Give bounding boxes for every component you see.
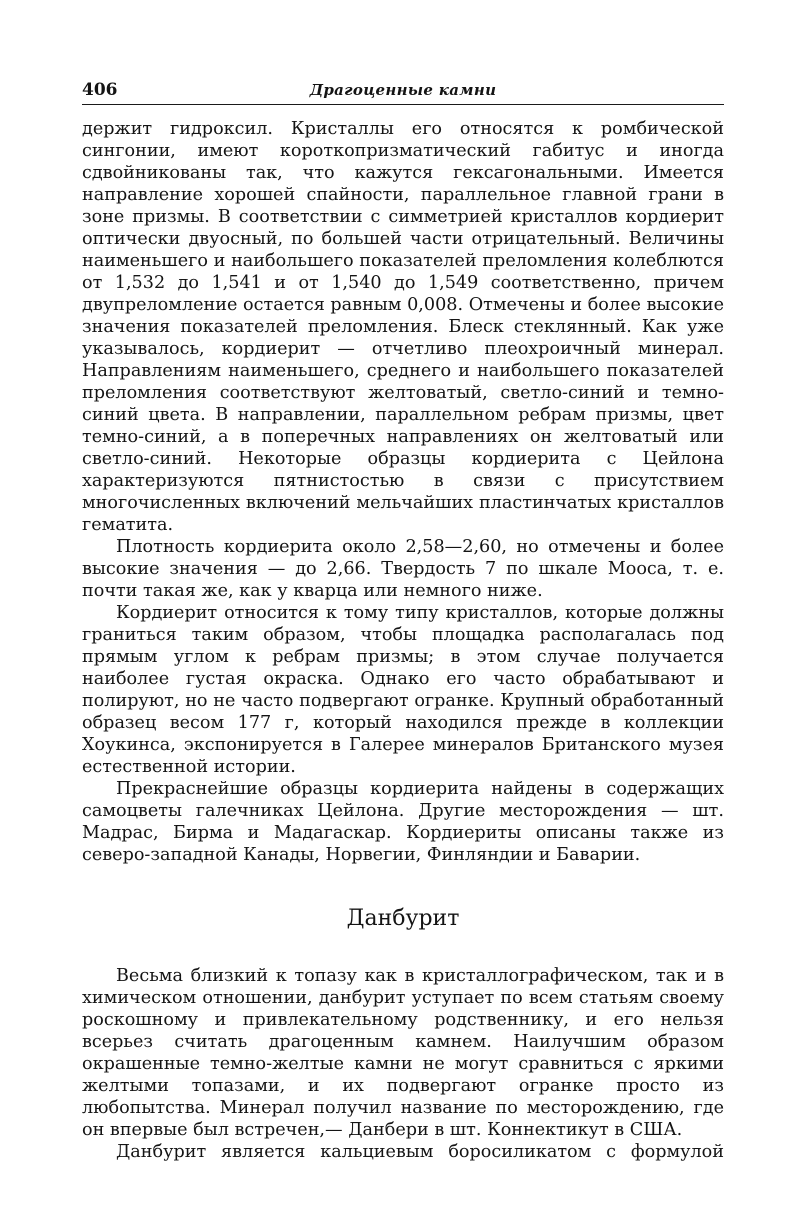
page-number: 406 [82, 80, 118, 100]
paragraph-density: Плотность кордиерита около 2,58—2,60, но отмечены и более высокие значения — до 2,66. Твердость 7 по шкале Мооса, т. е. почти такая же, как у кварца или немного ниже. [82, 537, 724, 601]
paragraph-continued: держит гидроксил. Кристаллы его относятся к ромбической сингонии, имеют короткопризматический габитус и иногда сдвойникованы так, что кажутся гексагональными. Имеется направление хорошей спайности, параллельное главной грани в зоне призмы. В соответствии с симметрией кристаллов кордиерит оптически двуосный, по большей части отрицательный. Величины наименьшего и наибольшего показателей преломления колеблются от 1,532 до 1,541 и от 1,540 до 1,549 соответственно, причем двупреломление остается равным 0,008. Отмечены и более высокие значения показателей преломления. Блеск стеклянный. Как уже указывалось, кордиерит — отчетливо плеохроичный минерал. Направлениям наименьшего, среднего и наибольшего показателей преломления соответствуют желтоватый, светло-синий и темно-синий цвета. В направлении, параллельном ребрам призмы, цвет темно-синий, а в поперечных направлениях он желтоватый или светло-синий. Некоторые образцы кордиерита с Цейлона характеризуются пятнистостью в связи с присутствием многочисленных включений мельчайших пластинчатых кристаллов гематита. [82, 119, 724, 535]
paragraph-localities: Прекраснейшие образцы кордиерита найдены в содержащих самоцветы галечниках Цейлона. Другие месторождения — шт. Мадрас, Бирма и Мадагаскар. Кордиериты описаны также из северо-западной Канады, Норвегии, Финляндии и Баварии. [82, 779, 724, 865]
running-title: Драгоценные камни [309, 81, 497, 99]
running-head [82, 78, 724, 105]
paragraph-cutting: Кордиерит относится к тому типу кристаллов, которые должны граниться таким образом, чтобы площадка располагалась под прямым углом к ребрам призмы; в этом случае получается наиболее густая окраска. Однако его часто обрабатывают и полируют, но не часто подвергают огранке. Крупный обработанный образец весом 177 г, который находился прежде в коллекции Хоукинса, экспонируется в Галерее минералов Британского музея естественной истории. [82, 603, 724, 777]
paragraph-danburite-formula: Данбурит является кальциевым боросиликатом с формулой [116, 1142, 724, 1162]
section-heading: Данбурит [346, 906, 460, 931]
paragraph-danburite-intro: Весьма близкий к топазу как в кристаллографическом, так и в химическом отношении, данбурит уступает по всем статьям своему роскошному и привлекательному родственнику, и его нельзя всерьез считать драгоценным камнем. Наилучшим образом окрашенные темно-желтые камни не могут сравниться с яркими желтыми топазами, и их подвергают огранке просто из любопытства. Минерал получил название по месторождению, где он впервые был встречен,— Данбери в шт. Коннектикут в США. [82, 966, 724, 1140]
body-text [82, 118, 724, 1163]
